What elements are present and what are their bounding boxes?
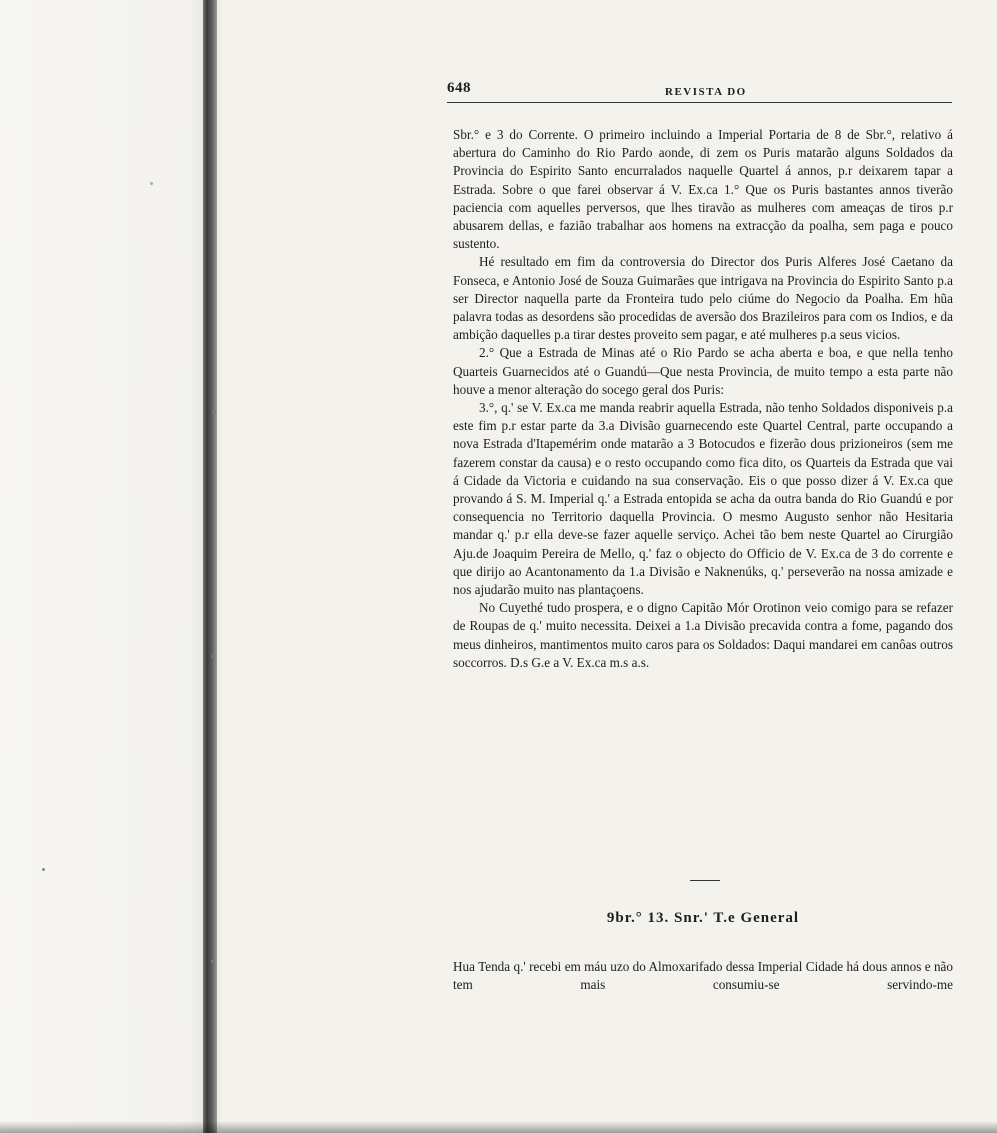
paragraph: 3.°, q.' se V. Ex.ca me manda reabrir aquella Estrada, não tenho Soldados disponiveis p.a este fim p.r estar parte da 3.a Divisão guarnecendo este Quartel Central, parte occupando a nova Estrada d'Itapemérim onde matarão a 3 Botocudos e fizerão dous prizioneiros (sem me fazerem constar da causa) e o resto occupando como fica dito, os Quarteis da Estrada que vai á Cidade da Victoria e cuidando na sua conservação. Eis o que posso dizer á V. Ex.ca que provando á S. M. Imperial q.' a Estrada entopida se acha da outra banda do Rio Guandú e por consequencia no Territorio daquella Provincia. O mesmo Augusto senhor não Hesitaria mandar q.' p.r ella deve-se fazer aquelle serviço. Achei tão bem neste Quartel ao Cirurgião Aju.de Joaquim Pereira de Mello, q.' faz o objecto do Officio de V. Ex.ca de 3 do corrente e que dirijo ao Acantonamento da 1.a Divisão e Naknenúks, q.' perseverão na nossa amizade e nos ajudarão muito nas plantaçoens. bbox=[453, 400, 953, 598]
next-section-text bbox=[453, 958, 953, 994]
spine-speck bbox=[211, 960, 215, 963]
left-margin-page-edge bbox=[0, 0, 222, 1133]
paragraph: No Cuyethé tudo prospera, e o digno Capitão Mór Orotinon veio comigo para se refazer de Roupas de q.' muito necessita. Deixei a 1.a Divisão precavida contra a fome, pagando dos meus dinheiros, mantimentos muito caros para os Soldados: Daqui mandarei em canôas outros soccorros. D.s G.e a V. Ex.ca m.s a.s. bbox=[453, 600, 953, 670]
paragraph: Sbr.° e 3 do Corrente. O primeiro incluindo a Imperial Portaria de 8 de Sbr.°, relativo á abertura do Caminho do Rio Pardo aonde, di zem os Puris matarão alguns Soldados da Provincia do Espirito Santo encurralados naquelle Quartel á annos, p.r deixarem tapar a Estrada. Sobre o que farei observar á V. Ex.ca 1.° Que os Puris bastantes annos tiverão paciencia com aquelles perversos, que lhes tiravão as mulheres com ameaças de tiros p.r abusarem dellas, e fazião trabalhar aos homens na extracção da poalha, sem paga e pouco sustento. bbox=[453, 127, 953, 252]
page-number: 648 bbox=[447, 80, 471, 96]
page-header bbox=[447, 80, 952, 103]
paragraph: 2.° Que a Estrada de Minas até o Rio Pardo se acha aberta e boa, e que nella tenho Quarteis Guarnecidos até o Guandú—Que nesta Provincia, de muito tempo a esta parte não houve a menor alteração do socego geral dos Puris: bbox=[453, 345, 953, 397]
paragraph: Hé resultado em fim da controversia do Director dos Puris Alferes José Caetano da Fonseca, e Antonio José de Souza Guimarães que intrigava na Provincia do Espirito Santo p.a ser Director naquella parte da Fronteira tudo pelo ciúme do Negocio da Poalha. Em hũa palavra todas as desordens são procedidas de aversão dos Brazileiros para com os Indios, e da ambição daquelles p.a tirar destes proveito sem pagar, e até mulheres p.a seus vicios. bbox=[453, 254, 953, 343]
paper-speck bbox=[42, 868, 45, 871]
section-divider bbox=[690, 880, 720, 881]
section-heading: 9br.° 13. Snr.' T.e General bbox=[606, 910, 800, 926]
spine-speck bbox=[211, 655, 215, 658]
paragraph: Hua Tenda q.' recebi em máu uzo do Almoxarifado dessa Imperial Cidade há dous annos e não tem mais consumiu-se servindo-me bbox=[453, 959, 953, 993]
paper-speck bbox=[150, 182, 153, 185]
spine-speck bbox=[212, 410, 216, 413]
page-bottom-edge bbox=[0, 1121, 997, 1133]
body-text bbox=[453, 126, 953, 672]
running-head: REVISTA DO bbox=[665, 86, 747, 98]
book-spine-shadow bbox=[203, 0, 217, 1133]
